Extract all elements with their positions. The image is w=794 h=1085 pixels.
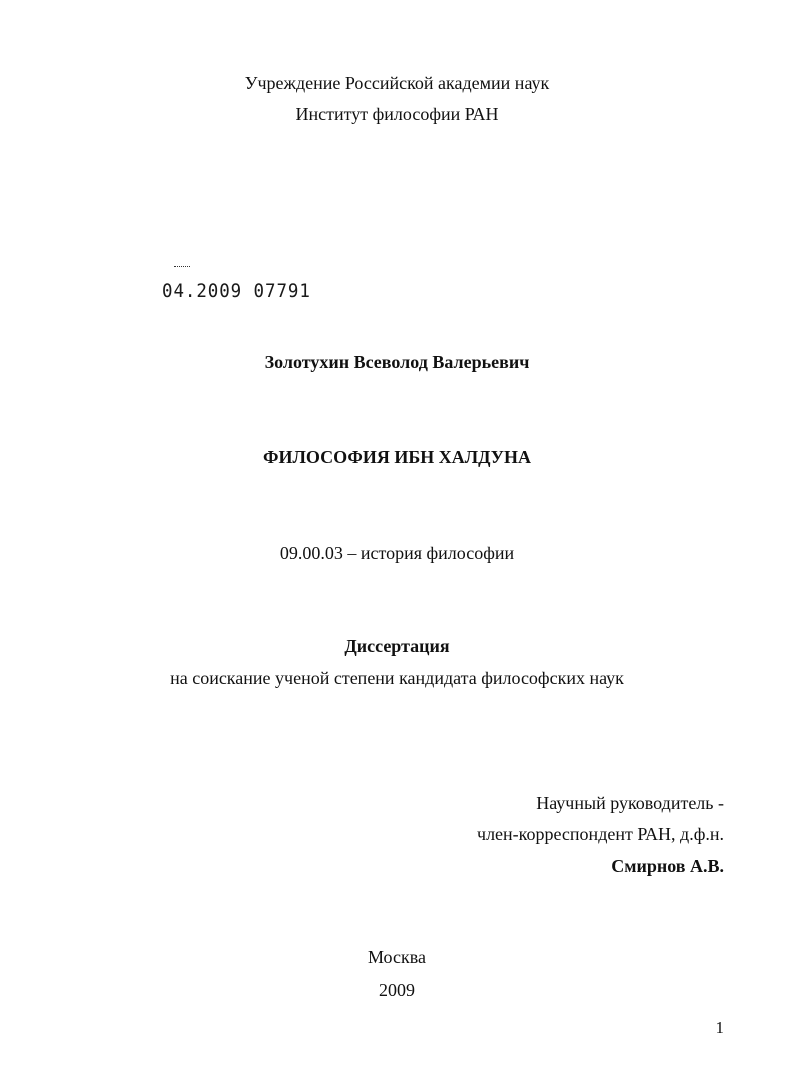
stamp-mark <box>174 266 190 270</box>
supervisor-credentials: член-корреспондент РАН, д.ф.н. <box>477 824 724 844</box>
city: Москва <box>368 947 426 967</box>
specialty-code: 09.00.03 – история философии <box>279 543 515 563</box>
page-number: 1 <box>715 1018 724 1037</box>
supervisor-name: Смирнов А.В. <box>611 856 724 876</box>
supervisor-role: Научный руководитель - <box>536 793 724 813</box>
institution-line: Учреждение Российской академии наук <box>244 73 550 93</box>
year: 2009 <box>379 980 415 1000</box>
document-type-heading: Диссертация <box>344 636 450 656</box>
registration-stamp: 04.2009 07791 <box>162 280 311 302</box>
dissertation-title: ФИЛОСОФИЯ ИБН ХАЛДУНА <box>263 447 531 467</box>
institute-line: Институт философии РАН <box>295 104 499 124</box>
author-name: Золотухин Всеволод Валерьевич <box>264 352 530 372</box>
degree-purpose: на соискание ученой степени кандидата философских наук <box>170 668 624 688</box>
